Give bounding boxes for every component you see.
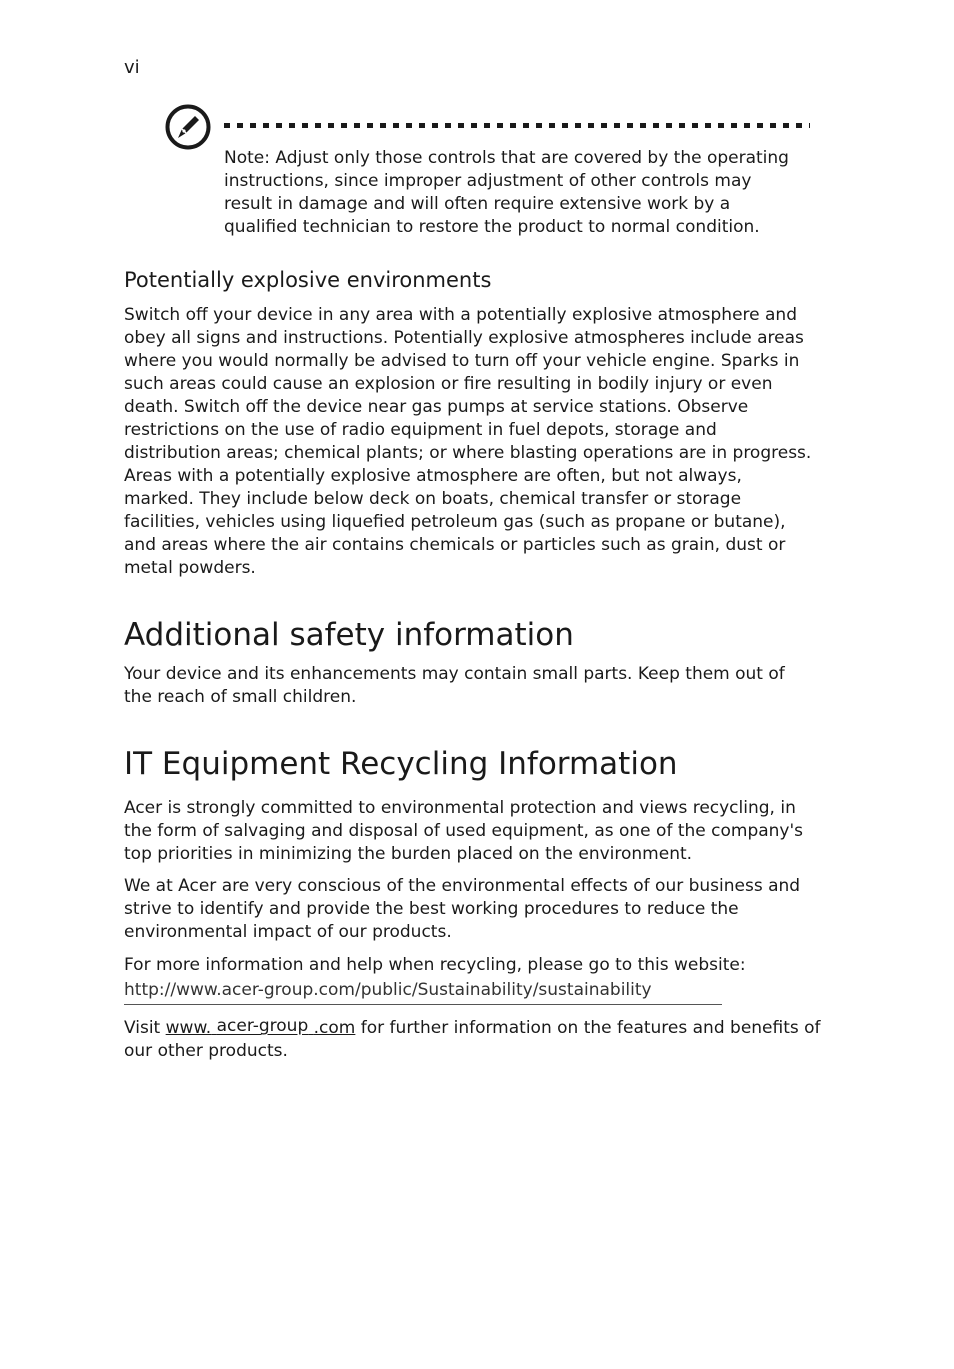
note-body: Adjust only those controls that are covered by the operating instructions, since improper adjustment of other controls may result in damage and will often require extensive work by a qualified technician to restore the product to normal condition. (224, 148, 789, 237)
explosive-heading: Potentially explosive environments (124, 268, 492, 292)
recycling-para-2 (124, 875, 814, 944)
recycling-paragraph-1: Acer is strongly committed to environmental protection and views recycling, in the form of salvaging and disposal of used equipment, as one of the company's top priorities in minimizing the burden placed on the environment. (124, 798, 804, 864)
acer-website-link[interactable] (166, 1016, 356, 1038)
recycling-para-3 (124, 954, 814, 977)
explosive-paragraph: Switch off your device in any area with a potentially explosive atmosphere and obey all signs and instructions. Potentially explosive atmospheres include areas where you would normally be advised to turn off your vehicle engine. Sparks in such areas could cause an explosion or fire resulting in bodily injury or even death. Switch off the device near gas pumps at service stations. Observe restrictions on the use of radio equipment in fuel depots, storage and distribution areas; chemical plants; or where blasting operations are in progress. Areas with a potentially explosive atmosphere are often, but not always, marked. They include below deck on boats, chemical transfer or storage facilities, vehicles using liquefied petroleum gas (such as propane or butane), and areas where the air contains chemicals or particles such as grain, dust or metal powders. (124, 305, 812, 578)
acer-link-tld: .com (313, 1018, 356, 1038)
note-divider (224, 123, 810, 128)
recycling-paragraph-3: For more information and help when recycling, please go to this website: (124, 955, 746, 975)
recycling-para-1 (124, 797, 814, 866)
visit-prefix: Visit (124, 1018, 166, 1038)
note-label: Note: (224, 148, 270, 168)
visit-suffix: for further information on the features and benefits of our other products. (124, 1018, 821, 1061)
additional-body (124, 663, 814, 709)
additional-heading: Additional safety information (124, 617, 574, 653)
note-text (224, 147, 804, 239)
visit-line (124, 1017, 824, 1063)
explosive-body (124, 304, 814, 580)
page-number: vi (124, 57, 140, 78)
note-pen-icon (164, 103, 212, 151)
acer-link-www: www. (165, 1018, 212, 1038)
recycling-url-link[interactable]: http://www.acer-group.com/public/Sustainability/sustainability (124, 979, 722, 1005)
additional-paragraph: Your device and its enhancements may contain small parts. Keep them out of the reach of small children. (124, 664, 785, 707)
recycling-paragraph-2: We at Acer are very conscious of the environmental effects of our business and strive to identify and provide the best working procedures to reduce the environmental impact of our products. (124, 876, 801, 942)
acer-link-domain: acer-group (216, 1016, 309, 1036)
recycling-heading: IT Equipment Recycling Information (124, 746, 678, 782)
